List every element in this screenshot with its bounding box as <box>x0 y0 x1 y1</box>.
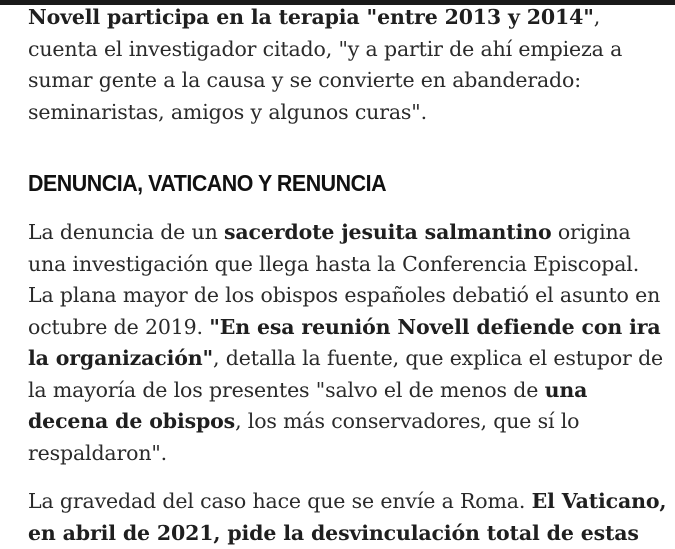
article-body <box>28 2 668 549</box>
paragraph-text: , cuenta el investigador citado, "y a partir de ahí empieza a sumar gente a la causa y se convierte en abanderado: seminaristas, amigos y algunos curas". <box>28 5 623 124</box>
bold-vatican-request: El Vaticano, en abril de 2021, pide la desvinculación total de estas <box>28 489 667 545</box>
bold-bishops-count: una decena de obispos <box>28 377 588 433</box>
paragraph-text: , los más conservadores, que sí lo respaldaron". <box>28 409 580 465</box>
paragraph-therapy <box>28 2 668 128</box>
section-heading: DENUNCIA, VATICANO Y RENUNCIA <box>28 170 387 196</box>
paragraph-text: origina una investigación que llega hasta la Conferencia Episcopal. La plana mayor de los obispos españoles debatió el asunto en octubre de 2019. <box>28 220 661 339</box>
bold-quote-meeting: "En esa reunión Novell defiende con ira la organización" <box>28 314 661 370</box>
paragraph-text: , detalla la fuente, que explica el estupor de la mayoría de los presentes "salvo el de menos de <box>28 346 664 402</box>
paragraph-text: La gravedad del caso hace que se envíe a Roma. <box>28 489 532 513</box>
paragraph-vatican <box>28 486 668 549</box>
bold-jesuit-priest: sacerdote jesuita salmantino <box>223 220 552 244</box>
bold-quote-therapy: Novell participa en la terapia "entre 2013 y 2014" <box>28 5 594 29</box>
paragraph-complaint <box>28 217 668 469</box>
paragraph-text: La denuncia de un <box>28 220 224 244</box>
